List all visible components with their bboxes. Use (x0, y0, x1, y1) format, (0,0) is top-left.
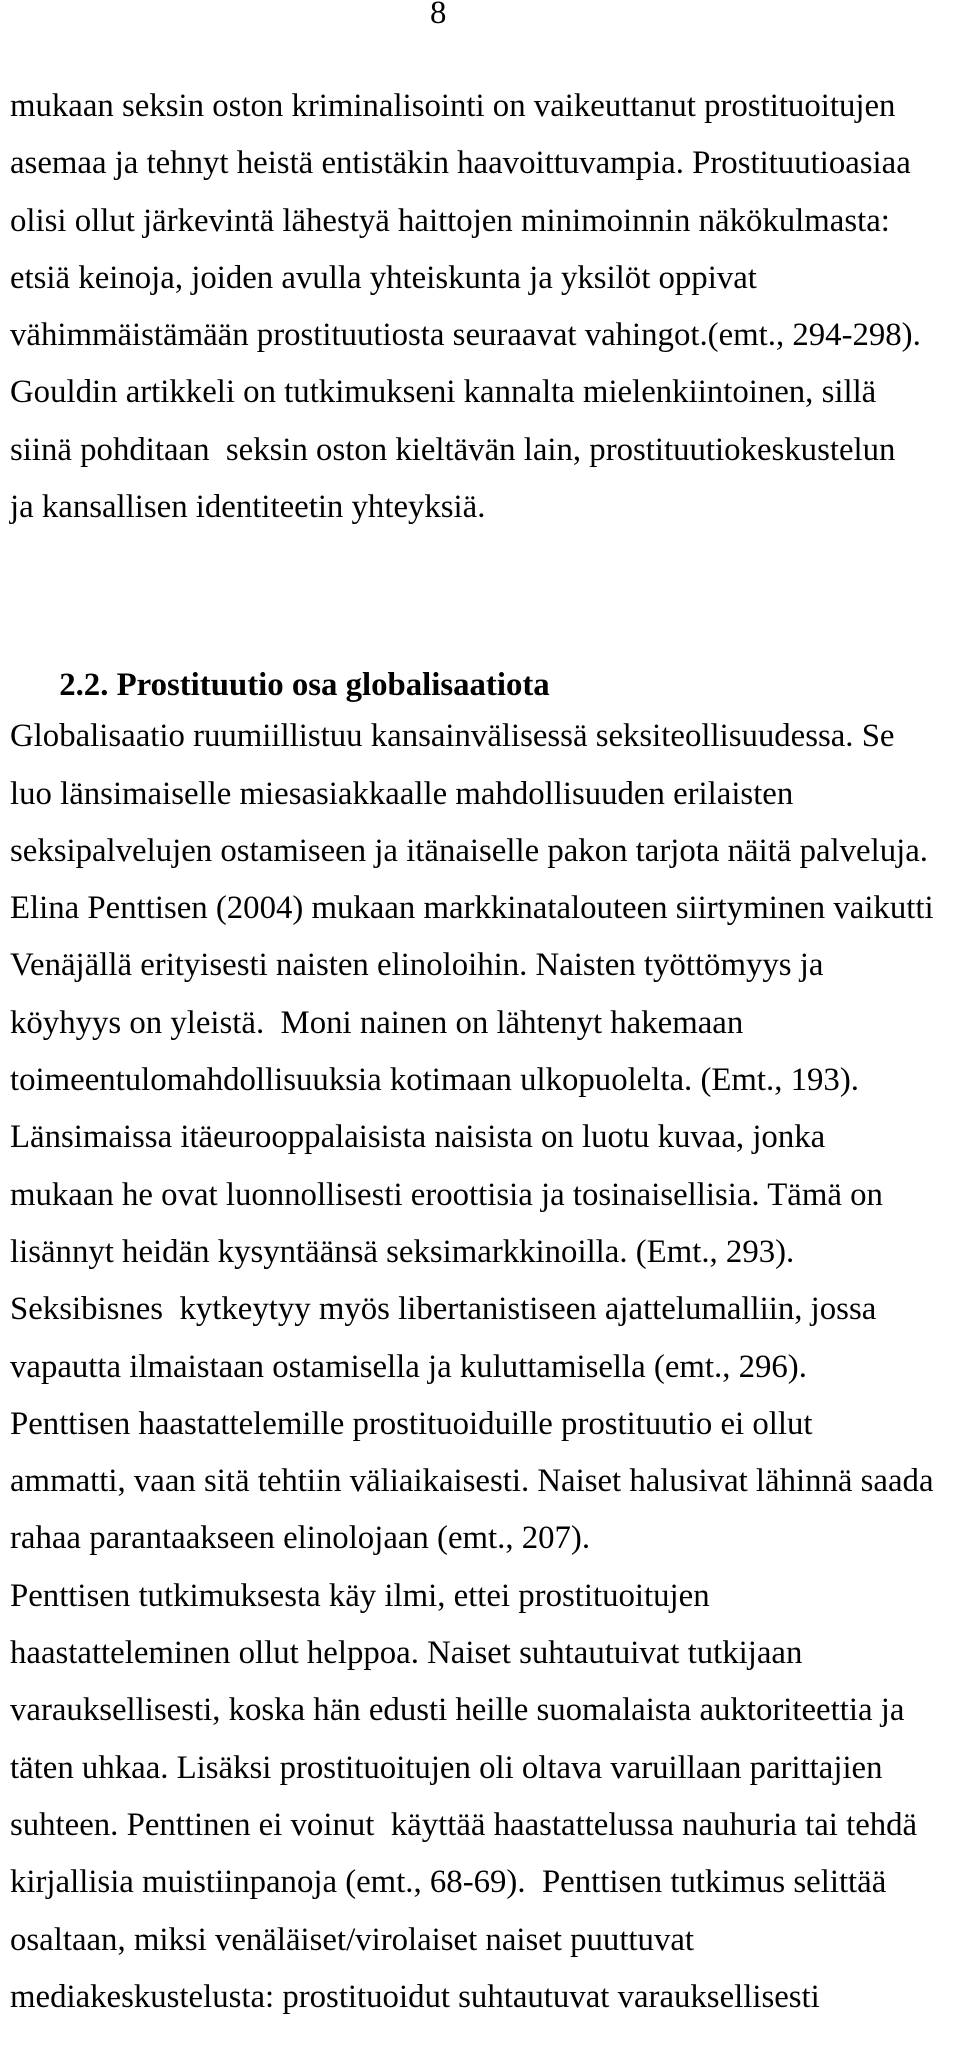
text-line: mediakeskustelusta: prostituoidut suhtautuvat varauksellisesti (10, 1978, 820, 2015)
text-line: etsiä keinoja, joiden avulla yhteiskunta ja yksilöt oppivat (10, 259, 757, 296)
text-line: ammatti, vaan sitä tehtiin väliaikaisesti. Naiset halusivat lähinnä saada (10, 1463, 934, 1500)
paragraph (10, 708, 950, 2026)
text-line: köyhyys on yleistä. Moni nainen on lähtenyt hakemaan (10, 1004, 744, 1041)
text-line: vähimmäistämään prostituutiosta seuraavat vahingot.(emt., 294-298). (10, 317, 921, 354)
text-line: mukaan he ovat luonnollisesti eroottisia ja tosinaisellisia. Tämä on (10, 1176, 883, 1213)
text-line: suhteen. Penttinen ei voinut käyttää haastattelussa nauhuria tai tehdä (10, 1806, 918, 1843)
text-line: seksipalvelujen ostamiseen ja itänaiselle pakon tarjota näitä palveluja. (10, 832, 928, 869)
text-line: Penttisen haastattelemille prostituoiduille prostituutio ei ollut (10, 1405, 813, 1442)
text-line: asemaa ja tehnyt heistä entistäkin haavoittuvampia. Prostituutioasiaa (10, 145, 911, 182)
section-title: Prostituutio osa globalisaatiota (116, 666, 550, 703)
paragraph (10, 78, 950, 536)
text-line: ja kansallisen identiteetin yhteyksiä. (10, 489, 486, 526)
text-line: Venäjällä erityisesti naisten elinoloihin. Naisten työttömyys ja (10, 947, 824, 984)
document-body (10, 78, 950, 2026)
text-line: luo länsimaiselle miesasiakkaalle mahdollisuuden erilaisten (10, 775, 794, 812)
section-heading (10, 599, 950, 703)
text-line: kirjallisia muistiinpanoja (emt., 68-69). Penttisen tutkimus selittää (10, 1864, 887, 1901)
text-line: Länsimaissa itäeurooppalaisista naisista on luotu kuvaa, jonka (10, 1119, 826, 1156)
text-line: Penttisen tutkimuksesta käy ilmi, ettei prostituoitujen (10, 1577, 710, 1614)
text-line: varauksellisesti, koska hän edusti heille suomalaista auktoriteettia ja (10, 1692, 905, 1729)
text-line: siinä pohditaan seksin oston kieltävän lain, prostituutiokeskustelun (10, 431, 896, 468)
text-line: rahaa parantaakseen elinolojaan (emt., 207). (10, 1520, 591, 1557)
text-line: Gouldin artikkeli on tutkimukseni kannalta mielenkiintoinen, sillä (10, 374, 877, 411)
text-line: mukaan seksin oston kriminalisointi on vaikeuttanut prostituoitujen (10, 88, 896, 124)
text-line: Elina Penttisen (2004) mukaan markkinatalouteen siirtyminen vaikutti (10, 890, 934, 927)
text-line: lisännyt heidän kysyntäänsä seksimarkkinoilla. (Emt., 293). (10, 1233, 795, 1270)
page-number: 8 (430, 0, 447, 31)
text-line: olisi ollut järkevintä lähestyä haittojen minimoinnin näkökulmasta: (10, 202, 890, 239)
text-line: haastatteleminen ollut helppoa. Naiset suhtautuivat tutkijaan (10, 1635, 803, 1672)
text-line: osaltaan, miksi venäläiset/virolaiset naiset puuttuvat (10, 1921, 695, 1958)
text-line: täten uhkaa. Lisäksi prostituoitujen oli oltava varuillaan parittajien (10, 1749, 883, 1786)
text-line: Globalisaatio ruumiillistuu kansainvälisessä seksiteollisuudessa. Se (10, 718, 895, 755)
section-number: 2.2. (59, 666, 109, 703)
text-line: Seksibisnes kytkeytyy myös libertanistiseen ajattelumalliin, jossa (10, 1291, 877, 1328)
text-line: toimeentulomahdollisuuksia kotimaan ulkopuolelta. (Emt., 193). (10, 1062, 859, 1099)
text-line: vapautta ilmaistaan ostamisella ja kuluttamisella (emt., 296). (10, 1348, 807, 1385)
